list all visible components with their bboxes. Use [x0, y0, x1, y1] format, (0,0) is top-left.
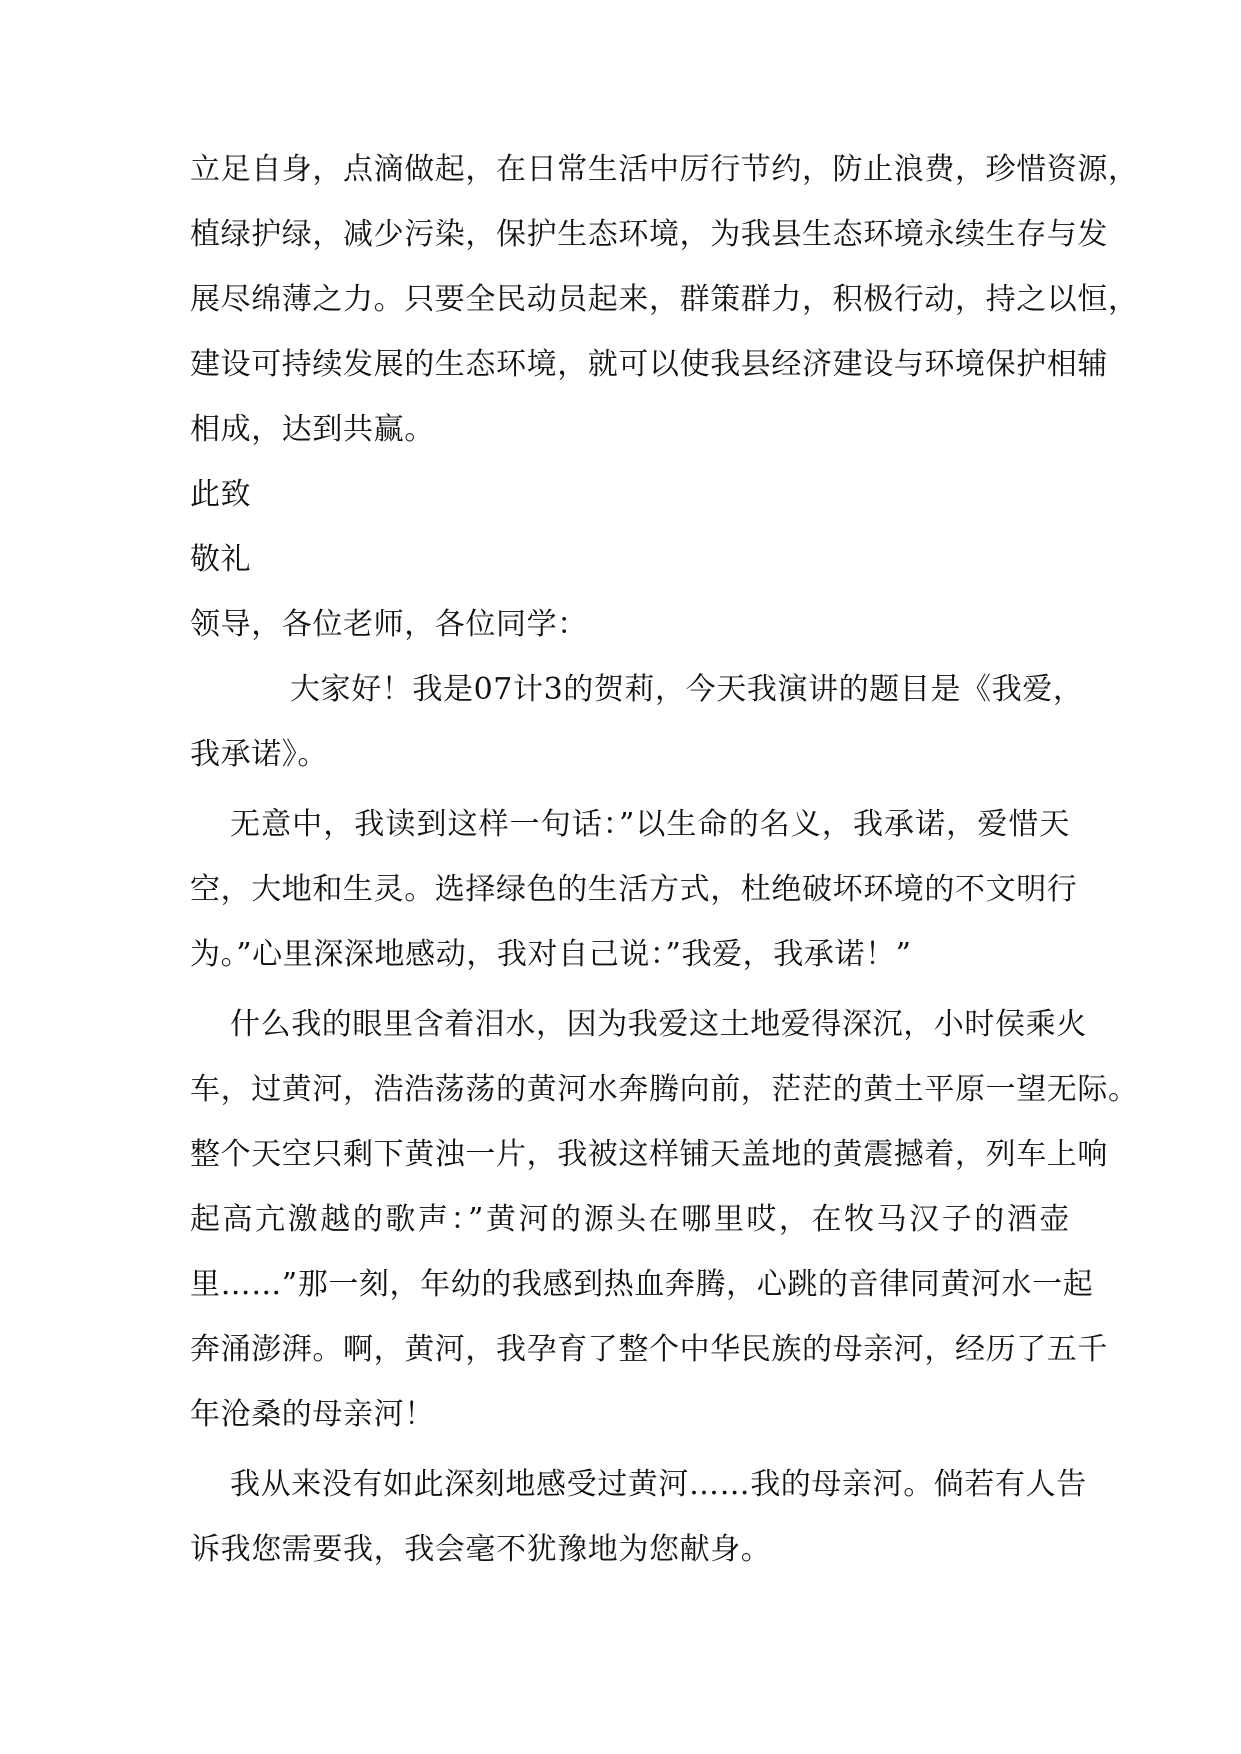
text-line: 什么我的眼里含着泪水，因为我爱这土地爱得深沉，小时侯乘火	[230, 1007, 1087, 1042]
text-line: 我从来没有如此深刻地感受过黄河……我的母亲河。倘若有人告	[230, 1467, 1087, 1502]
text-line: 年沧桑的母亲河！	[190, 1397, 435, 1432]
text-line: 起高亢激越的歌声：”黄河的源头在哪里哎，在牧马汉子的酒壶	[190, 1202, 1070, 1237]
text-line: 立足自身，点滴做起，在日常生活中厉行节约，防止浪费，珍惜资源，	[190, 152, 1139, 187]
text-line: 相成，达到共赢。	[190, 412, 435, 447]
closing-regards: 敬礼	[190, 542, 252, 577]
text-line: 诉我您需要我，我会毫不犹豫地为您献身。	[190, 1532, 772, 1567]
text-line: 奔涌澎湃。啊，黄河，我孕育了整个中华民族的母亲河，经历了五千	[190, 1332, 1108, 1367]
text-line: 空，大地和生灵。选择绿色的生活方式，杜绝破坏环境的不文明行	[190, 872, 1078, 907]
text-line: 展尽绵薄之力。只要全民动员起来，群策群力，积极行动，持之以恒，	[190, 282, 1139, 317]
text-line: 车，过黄河，浩浩荡荡的黄河水奔腾向前，茫茫的黄土平原一望无际。	[190, 1072, 1139, 1107]
text-line: 建设可持续发展的生态环境，就可以使我县经济建设与环境保护相辅	[190, 347, 1108, 382]
text-line: 大家好！我是07计3的贺莉，今天我演讲的题目是《我爱，	[290, 672, 1084, 707]
text-line: 植绿护绿，减少污染，保护生态环境，为我县生态环境永续生存与发	[190, 217, 1108, 252]
closing-salutation: 此致	[190, 477, 252, 512]
speech-greeting: 领导，各位老师，各位同学：	[190, 607, 588, 642]
text-line: 里……”那一刻，年幼的我感到热血奔腾，心跳的音律同黄河水一起	[190, 1267, 1094, 1302]
text-line: 我承诺》。	[190, 737, 328, 772]
text-line: 无意中，我读到这样一句话：”以生命的名义，我承诺，爱惜天	[230, 807, 1070, 842]
text-line: 整个天空只剩下黄浊一片，我被这样铺天盖地的黄震撼着，列车上响	[190, 1137, 1108, 1172]
text-line: 为。”心里深深地感动，我对自己说：”我爱，我承诺！”	[190, 937, 912, 972]
